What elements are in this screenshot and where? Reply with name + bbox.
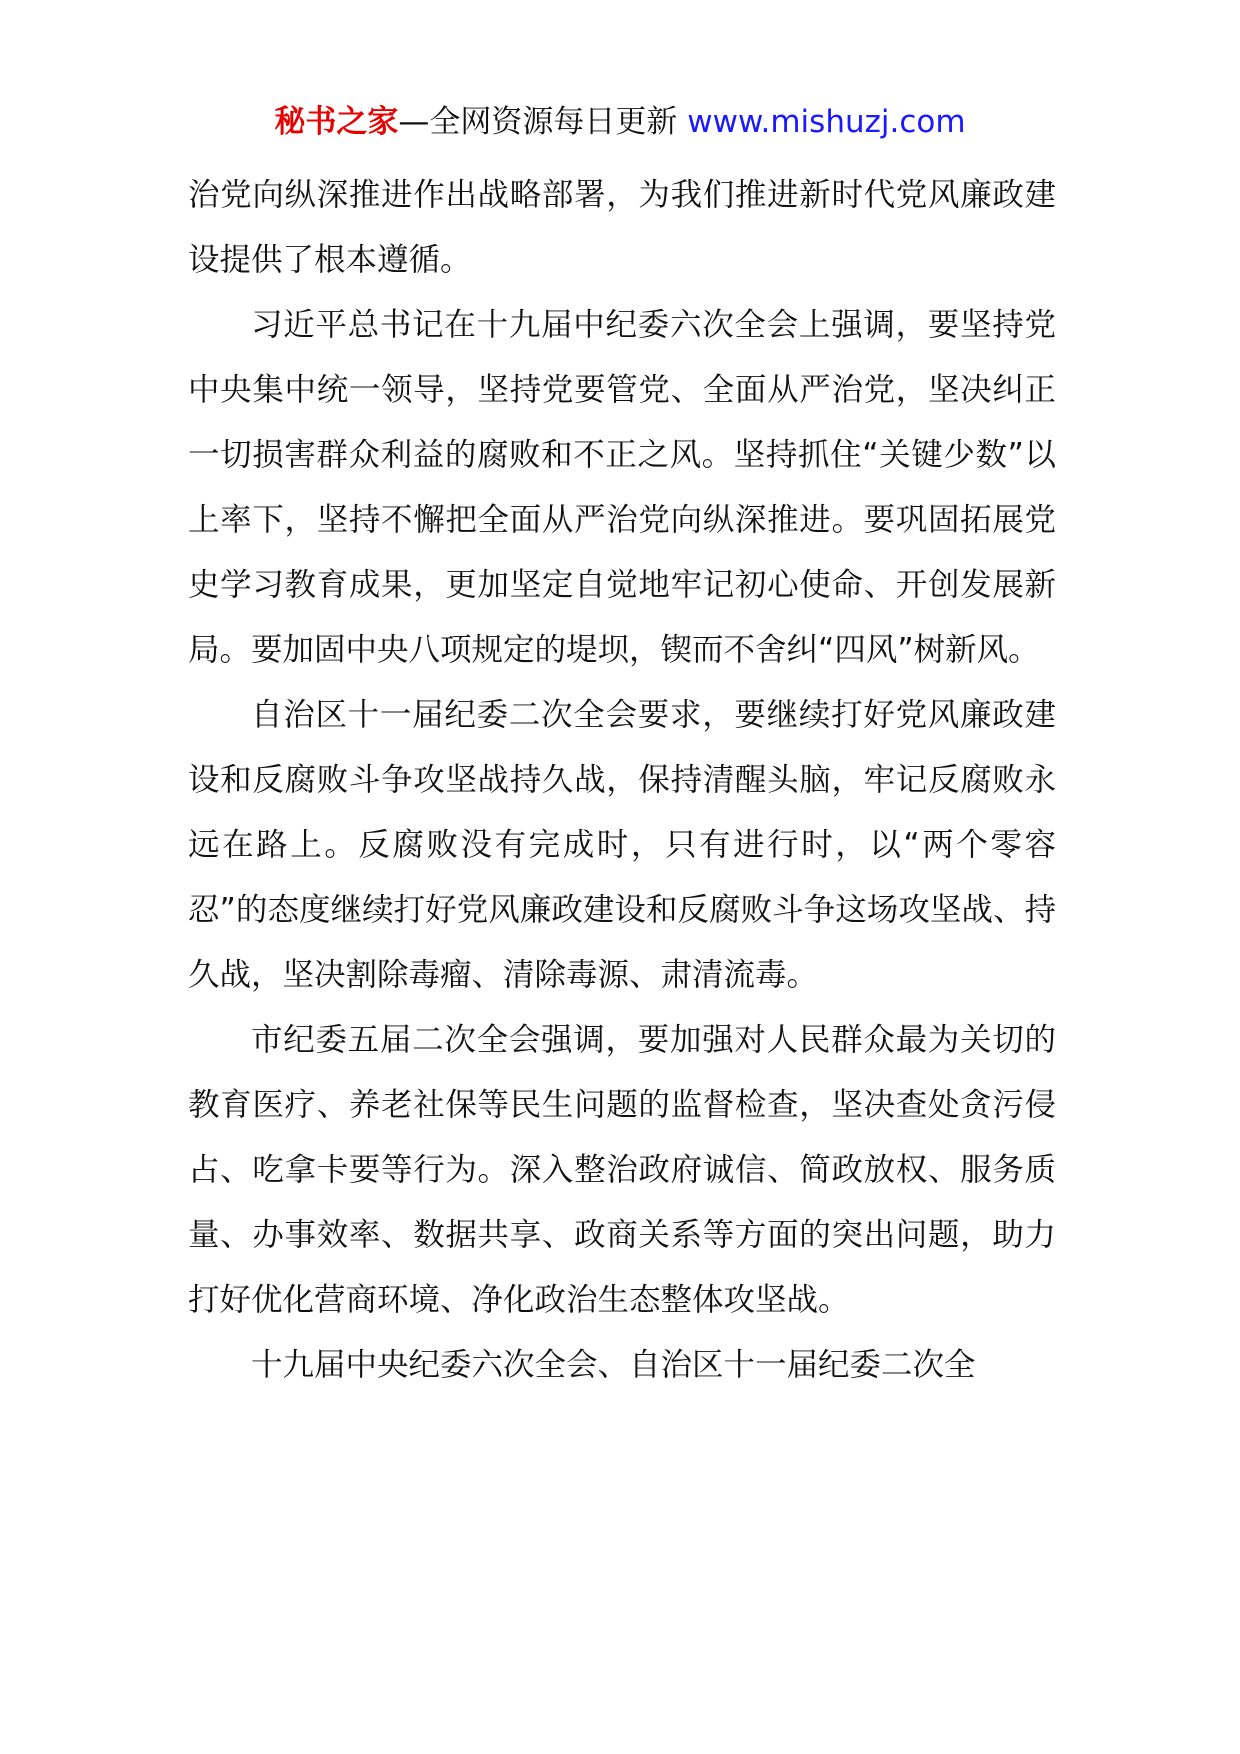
header-url-link[interactable]: www.mishuzj.com: [687, 104, 966, 140]
header-brand: 秘书之家: [274, 104, 399, 140]
paragraph-continuation: 治党向纵深推进作出战略部署，为我们推进新时代党风廉政建设提供了根本遵循。: [188, 177, 1056, 278]
paragraph: 自治区十一届纪委二次全会要求，要继续打好党风廉政建设和反腐败斗争攻坚战持久战，保持清醒头脑，牢记反腐败永远在路上。反腐败没有完成时，只有进行时，以“两个零容忍”的态度继续打好党风廉政建设和反腐败斗争这场攻坚战、持久战，坚决割除毒瘤、清除毒源、肃清流毒。: [188, 697, 1056, 993]
paragraph: 习近平总书记在十九届中纪委六次全会上强调，要坚持党中央集中统一领导，坚持党要管党、全面从严治党，坚决纠正一切损害群众利益的腐败和不正之风。坚持抓住“关键少数”以上率下，坚持不懈把全面从严治党向纵深推进。要巩固拓展党史学习教育成果，更加坚定自觉地牢记初心使命、开创发展新局。要加固中央八项规定的堤坝，锲而不舍纠“四风”树新风。: [188, 307, 1056, 668]
page-header: [0, 100, 1240, 144]
paragraph: 市纪委五届二次全会强调，要加强对人民群众最为关切的教育医疗、养老社保等民生问题的监督检查，坚决查处贪污侵占、吃拿卡要等行为。深入整治政府诚信、简政放权、服务质量、办事效率、数据共享、政商关系等方面的突出问题，助力打好优化营商环境、净化政治生态整体攻坚战。: [188, 1022, 1056, 1318]
paragraph: 十九届中央纪委六次全会、自治区十一届纪委二次全: [251, 1347, 976, 1383]
document-body: [188, 163, 1056, 1398]
header-tagline: —全网资源每日更新: [398, 104, 688, 140]
